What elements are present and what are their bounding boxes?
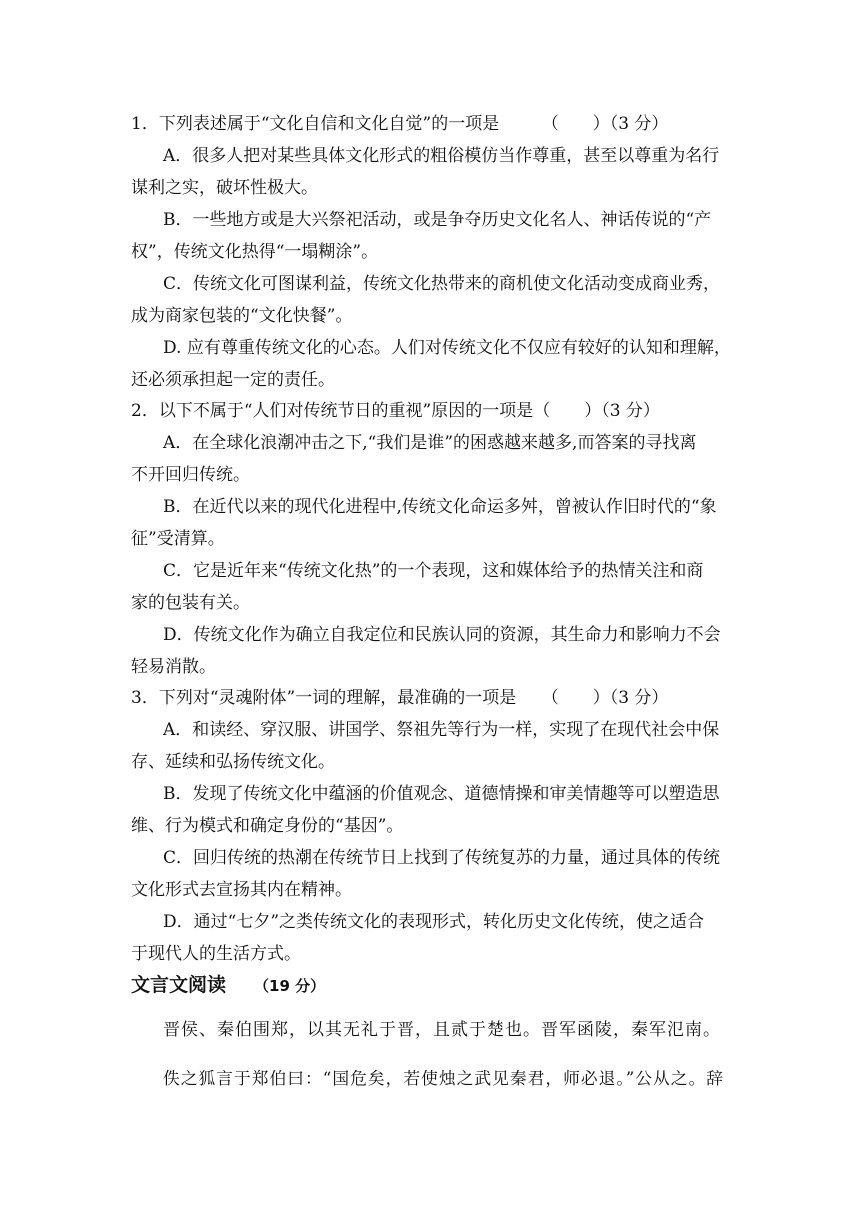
q2-option-d-line1: D．传统文化作为确立自我定位和民族认同的资源，其生命力和影响力不会 (163, 625, 721, 645)
section-heading (131, 974, 325, 997)
section-score: （19 分） (254, 977, 326, 995)
q1-option-d-line2: 还必须承担起一定的责任。 (131, 370, 335, 390)
q2-option-b-line2: 征”受清算。 (131, 529, 225, 549)
q3-option-c-line1: C．回归传统的热潮在传统节日上找到了传统复苏的力量，通过具体的传统 (163, 848, 721, 868)
q3-option-a-line1: A．和读经、穿汉服、讲国学、祭祖先等行为一样，实现了在现代社会中保 (163, 720, 720, 740)
q2-option-c-line1: C．它是近年来“传统文化热”的一个表现，这和媒体给予的热情关注和商 (163, 561, 704, 581)
q1-option-b-line2: 权”，传统文化热得“一塌糊涂”。 (131, 242, 379, 262)
question-1-stem: 1．下列表述属于“文化自信和文化自觉”的一项是 （ ）（3 分） (131, 114, 669, 134)
q1-option-a-line1: A．很多人把对某些具体文化形式的粗俗模仿当作尊重，甚至以尊重为名行 (163, 146, 720, 166)
q2-option-b-line1: B．在近代以来的现代化进程中,传统文化命运多舛，曾被认作旧时代的“象 (163, 497, 717, 517)
q1-option-d-line1: D. 应有尊重传统文化的心态。人们对传统文化不仅应有较好的认知和理解， (163, 338, 731, 358)
q2-option-c-line2: 家的包装有关。 (131, 593, 250, 613)
q1-option-c-line1: C．传统文化可图谋利益，传统文化热带来的商机使文化活动变成商业秀， (163, 274, 721, 294)
section-title: 文言文阅读 (131, 974, 227, 996)
passage-line-1: 晋侯、秦伯围郑，以其无礼于晋，且贰于楚也。晋军函陵，秦军氾南。 (163, 1020, 721, 1040)
q3-option-a-line2: 存、延续和弘扬传统文化。 (131, 752, 335, 772)
question-2-stem: 2．以下不属于“人们对传统节日的重视”原因的一项是（ ）（3 分） (131, 401, 660, 421)
q1-option-a-line2: 谋利之实，破坏性极大。 (131, 178, 318, 198)
q3-option-b-line2: 维、行为模式和确定身份的“基因”。 (131, 816, 404, 836)
q2-option-a-line1: A．在全球化浪潮冲击之下,“我们是谁”的困惑越来越多,而答案的寻找离 (163, 433, 697, 453)
q2-option-d-line2: 轻易消散。 (131, 657, 216, 677)
passage-line-2: 佚之狐言于郑伯曰：“国危矣，若使烛之武见秦君，师必退。”公从之。辞 (163, 1068, 725, 1088)
q1-option-b-line1: B．一些地方或是大兴祭祀活动，或是争夺历史文化名人、神话传说的“产 (163, 210, 712, 230)
q3-option-d-line1: D．通过“七夕”之类传统文化的表现形式，转化历史文化传统，使之适合 (163, 912, 705, 932)
question-3-stem: 3．下列对“灵魂附体”一词的理解，最准确的一项是 （ ）（3 分） (131, 688, 669, 708)
q3-option-c-line2: 文化形式去宣扬其内在精神。 (131, 880, 352, 900)
q3-option-b-line1: B．发现了传统文化中蕴涵的价值观念、道德情操和审美情趣等可以塑造思 (163, 784, 720, 804)
q1-option-c-line2: 成为商家包装的“文化快餐”。 (131, 306, 353, 326)
q2-option-a-line2: 不开回归传统。 (131, 465, 250, 485)
q3-option-d-line2: 于现代人的生活方式。 (131, 944, 301, 964)
